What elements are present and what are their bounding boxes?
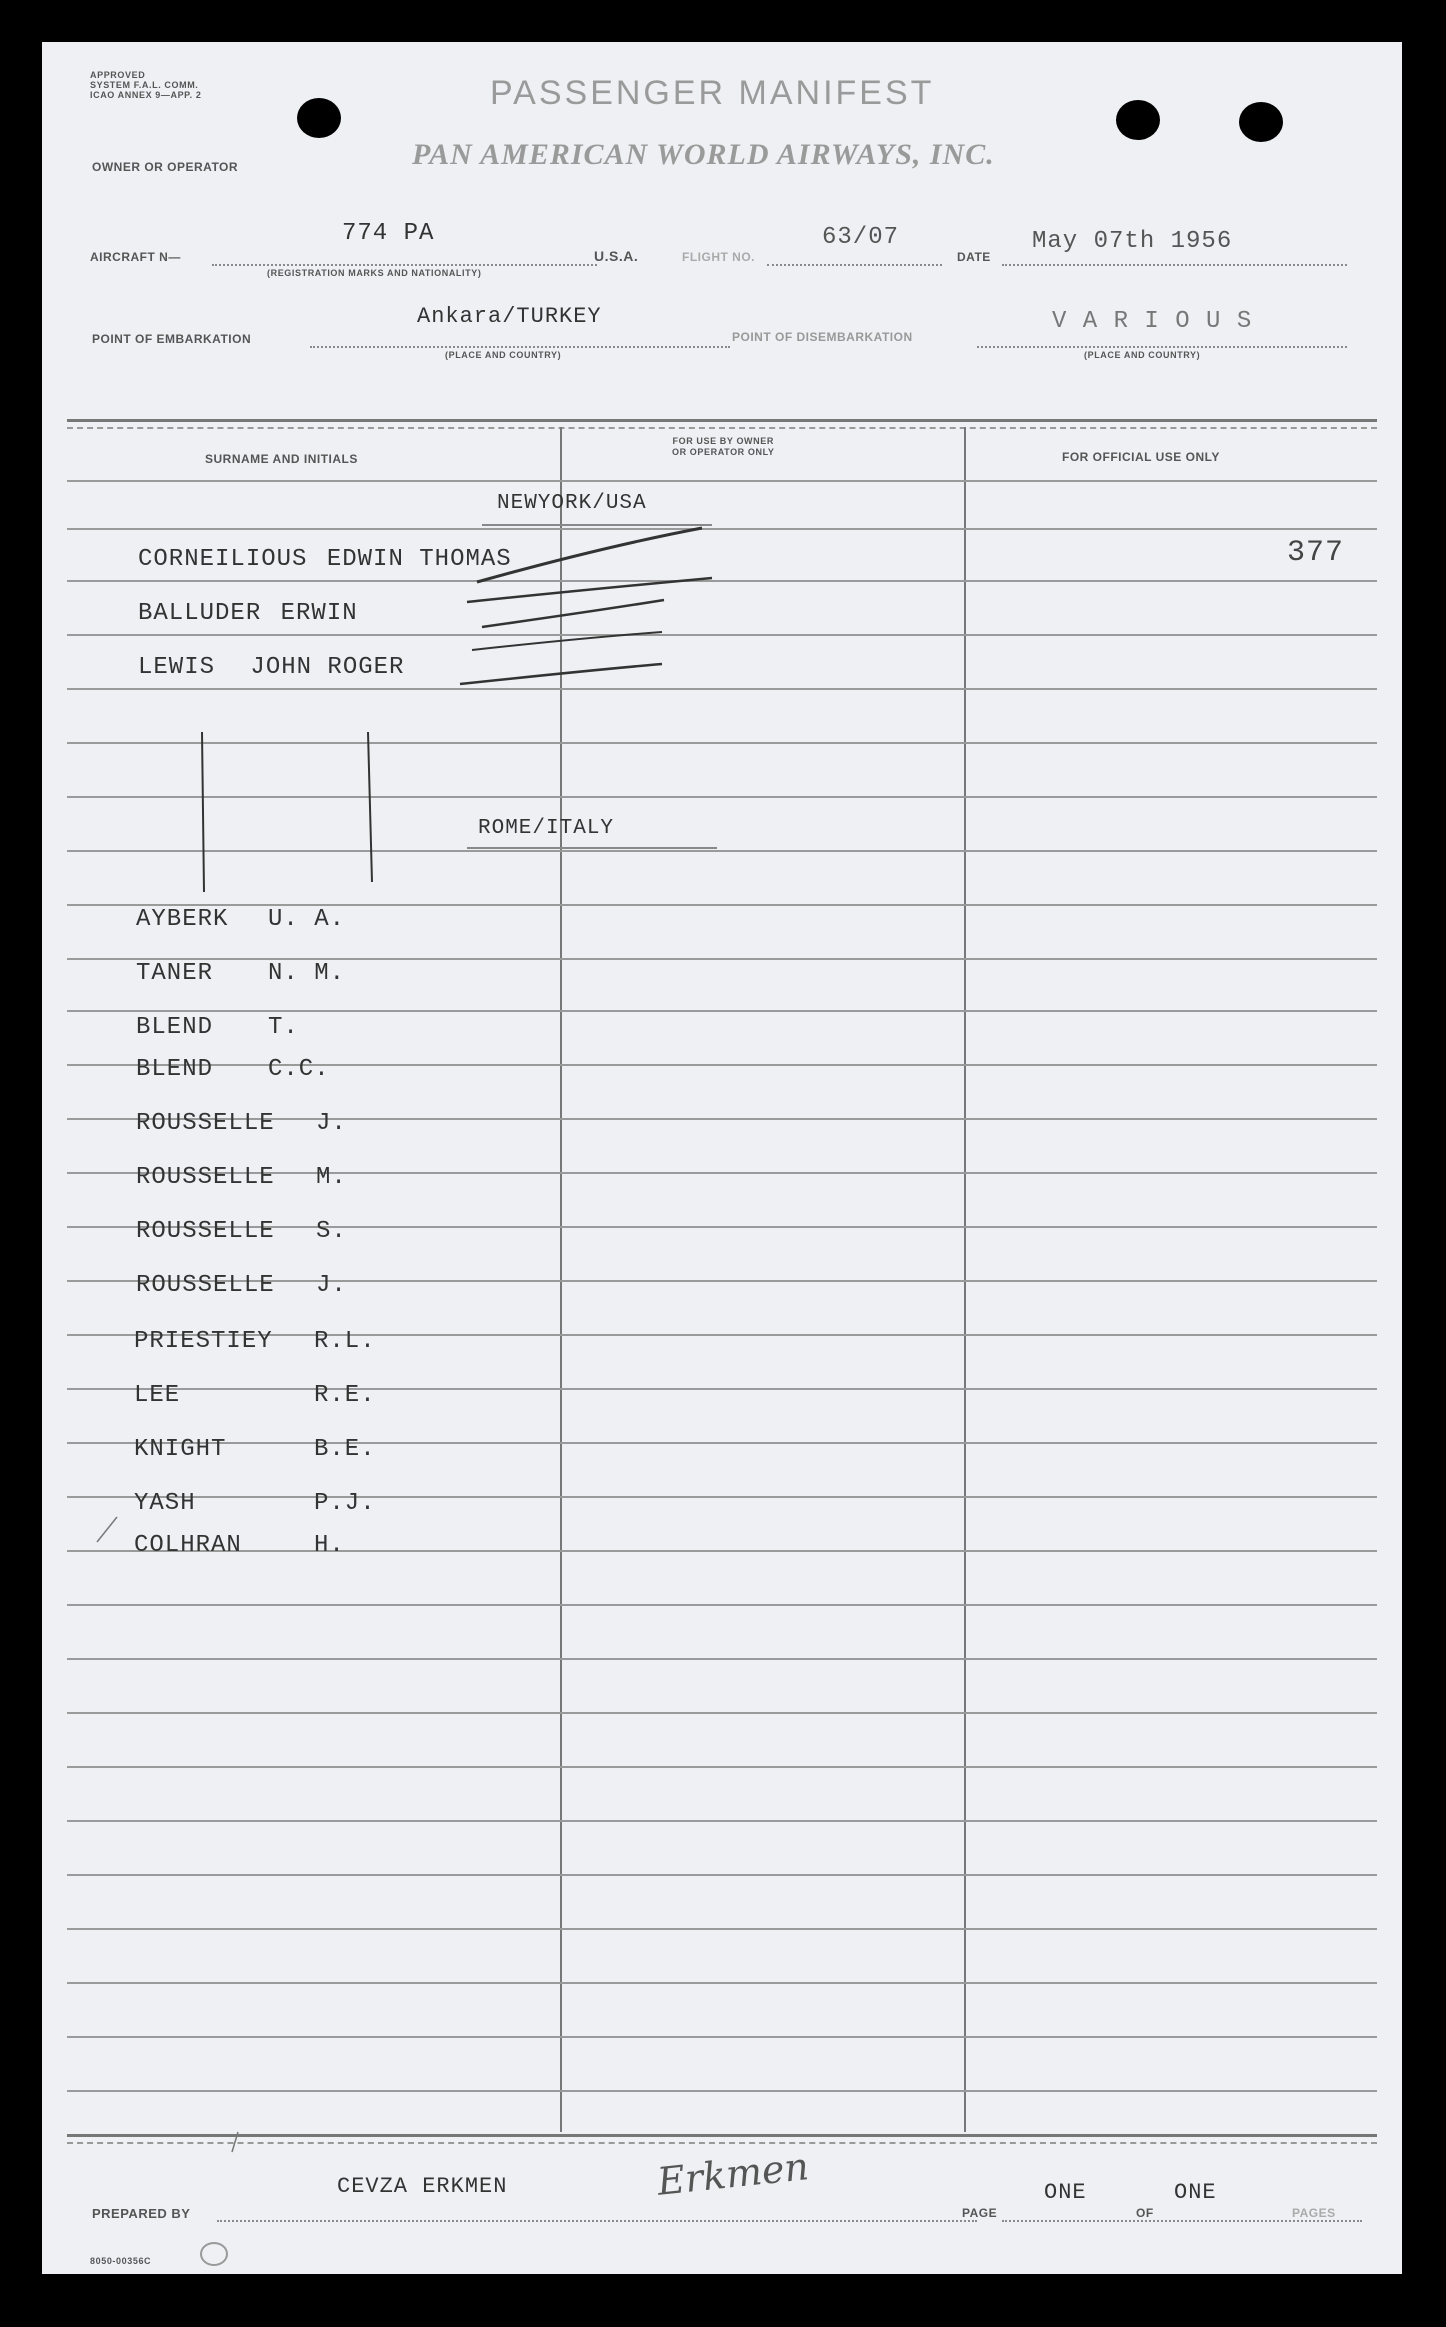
passenger-row — [136, 1272, 347, 1299]
surname-column-header: SURNAME AND INITIALS — [205, 452, 358, 466]
prepared-label: PREPARED BY — [92, 2206, 191, 2221]
passenger-row — [134, 1532, 345, 1559]
embark-caption: (PLACE AND COUNTRY) — [445, 350, 562, 360]
owner-use-line: OR OPERATOR ONLY — [672, 447, 775, 457]
passenger-initials: EDWIN THOMAS — [326, 546, 512, 573]
passenger-row — [134, 1490, 376, 1517]
date-value: May 07th 1956 — [1032, 228, 1233, 255]
passenger-row — [136, 1056, 330, 1083]
passenger-surname: ROUSSELLE — [136, 1218, 275, 1245]
disembarkation-value: V A R I O U S — [1052, 308, 1253, 335]
passenger-initials: N. M. — [268, 960, 346, 987]
aircraft-label: AIRCRAFT N— — [90, 250, 181, 264]
airline-name: PAN AMERICAN WORLD AIRWAYS, INC. — [412, 138, 995, 171]
date-label: DATE — [957, 250, 991, 264]
passenger-initials: H. — [314, 1532, 345, 1559]
owner-use-line: FOR USE BY OWNER — [672, 436, 774, 446]
of-label: OF — [1136, 2206, 1154, 2220]
flight-number: 63/07 — [822, 224, 900, 251]
passenger-row — [136, 1014, 299, 1041]
page-line — [1002, 2220, 1362, 2222]
passenger-row — [136, 960, 345, 987]
passenger-initials: M. — [316, 1164, 347, 1191]
group-header-rome: ROME/ITALY — [478, 817, 615, 840]
signature: Erkmen — [655, 2144, 811, 2204]
approval-line: ICAO ANNEX 9—APP. 2 — [90, 90, 202, 100]
passenger-row — [134, 1436, 376, 1463]
passenger-surname: LEWIS — [138, 654, 216, 681]
passenger-surname: PRIESTIEY — [134, 1328, 273, 1355]
embark-label: POINT OF EMBARKATION — [92, 332, 252, 346]
page-number: ONE — [1044, 2180, 1087, 2205]
passenger-row — [136, 1110, 347, 1137]
pages-label: PAGES — [1292, 2206, 1336, 2220]
passenger-surname: TANER — [136, 960, 214, 987]
owner-label: OWNER OR OPERATOR — [92, 160, 239, 174]
pen-marks — [42, 42, 1402, 2274]
passenger-initials: J. — [316, 1110, 347, 1137]
country-label: U.S.A. — [594, 248, 639, 264]
passenger-surname: ROUSSELLE — [136, 1272, 275, 1299]
official-number: 377 — [1287, 536, 1345, 570]
prepared-by: CEVZA ERKMEN — [337, 2174, 508, 2199]
approval-line: APPROVED — [90, 70, 146, 80]
passenger-surname: BLEND — [136, 1056, 214, 1083]
passenger-row — [134, 1382, 376, 1409]
passenger-surname: KNIGHT — [134, 1436, 227, 1463]
passenger-row — [136, 1218, 347, 1245]
aircraft-value: 774 PA — [342, 220, 435, 247]
disembark-caption: (PLACE AND COUNTRY) — [1084, 350, 1201, 360]
passenger-initials: S. — [316, 1218, 347, 1245]
group-header-newyork: NEWYORK/USA — [497, 492, 647, 515]
passenger-row — [134, 1328, 376, 1355]
page-total: ONE — [1174, 2180, 1217, 2205]
printer-seal-icon — [200, 2242, 228, 2266]
passenger-surname: YASH — [134, 1490, 196, 1517]
official-column-header: FOR OFFICIAL USE ONLY — [1062, 450, 1220, 464]
passenger-initials: R.E. — [314, 1382, 376, 1409]
page-label: PAGE — [962, 2206, 998, 2220]
passenger-row — [136, 1164, 347, 1191]
manifest-sheet — [42, 42, 1402, 2274]
prepared-line — [217, 2220, 977, 2222]
approval-line: SYSTEM F.A.L. COMM. — [90, 80, 199, 90]
passenger-surname: AYBERK — [136, 906, 229, 933]
passenger-initials: P.J. — [314, 1490, 376, 1517]
passenger-row — [136, 906, 345, 933]
passenger-initials: R.L. — [314, 1328, 376, 1355]
passenger-surname: BALLUDER — [138, 600, 262, 627]
passenger-surname: COLHRAN — [134, 1532, 242, 1559]
passenger-surname: LEE — [134, 1382, 181, 1409]
embarkation-value: Ankara/TURKEY — [417, 304, 602, 329]
passenger-initials: JOHN ROGER — [250, 654, 405, 681]
passenger-initials: T. — [268, 1014, 299, 1041]
passenger-surname: ROUSSELLE — [136, 1110, 275, 1137]
registration-caption: (REGISTRATION MARKS AND NATIONALITY) — [267, 268, 482, 278]
page-title: PASSENGER MANIFEST — [490, 74, 935, 112]
form-number: 8050-00356C — [90, 2256, 152, 2266]
passenger-initials: ERWIN — [280, 600, 358, 627]
passenger-initials: J. — [316, 1272, 347, 1299]
passenger-surname: CORNEILIOUS — [138, 546, 308, 573]
passenger-initials: B.E. — [314, 1436, 376, 1463]
passenger-surname: BLEND — [136, 1014, 214, 1041]
passenger-initials: C.C. — [268, 1056, 330, 1083]
flight-label: FLIGHT NO. — [682, 250, 755, 264]
passenger-initials: U. A. — [268, 906, 346, 933]
disembark-label: POINT OF DISEMBARKATION — [732, 330, 913, 344]
passenger-surname: ROUSSELLE — [136, 1164, 275, 1191]
